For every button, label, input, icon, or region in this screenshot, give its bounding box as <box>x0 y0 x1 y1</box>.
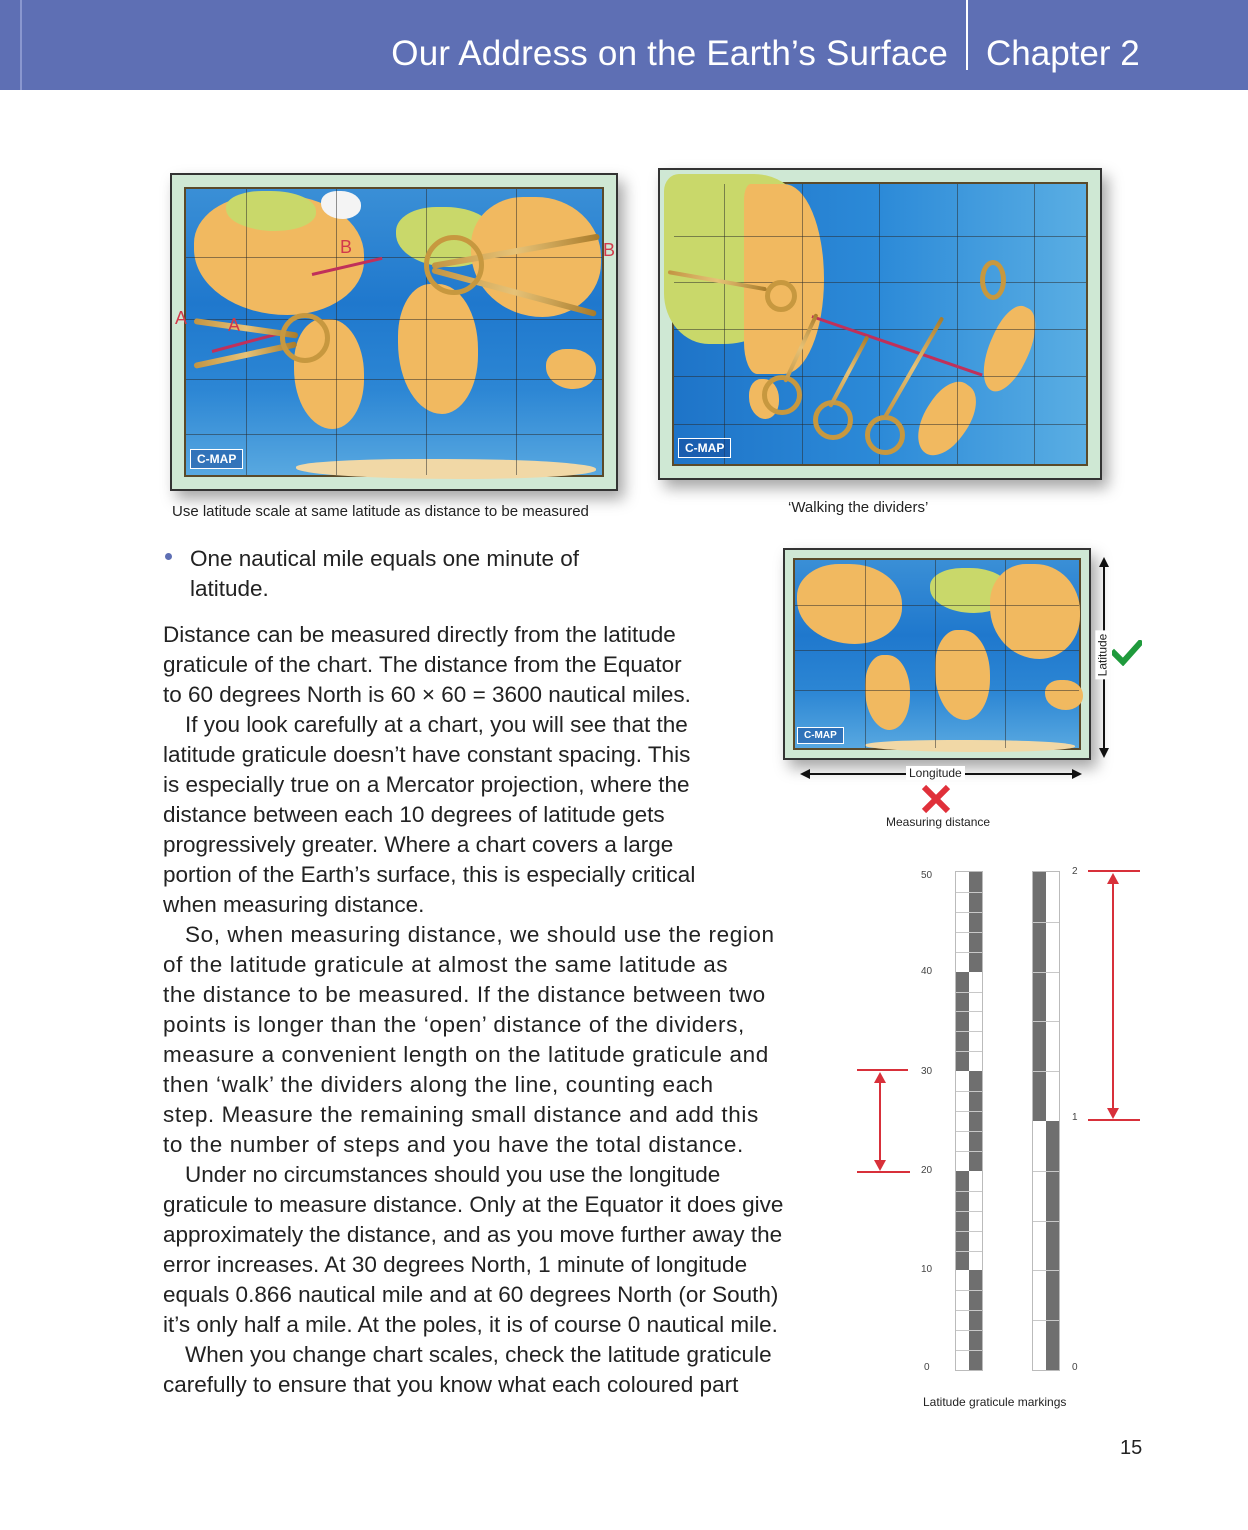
text-line: progressively greater. Where a chart covers a large <box>163 832 674 857</box>
measure-bar-bottom <box>857 1171 910 1173</box>
measure-line <box>879 1082 881 1168</box>
land-north-america <box>797 564 902 644</box>
text-line: measure a convenient length on the latitude graticule and <box>163 1042 769 1067</box>
bullet-text-line: One nautical mile equals one minute of <box>190 546 579 571</box>
walking-dividers-figure <box>658 168 1102 480</box>
divider-handle <box>280 313 330 363</box>
divider-handle <box>765 280 797 312</box>
divider-handle <box>980 260 1006 300</box>
cmap-logo: C-MAP <box>678 438 731 458</box>
header-divider <box>966 0 968 70</box>
latitude-scale-degrees <box>955 871 983 1371</box>
text-line: to the number of steps and you have the total distance. <box>163 1132 744 1157</box>
figure-caption-measuring-distance: Measuring distance <box>886 815 991 829</box>
latitude-label: Latitude <box>1095 631 1109 680</box>
text-line: to 60 degrees North is 60 × 60 = 3600 nautical miles. <box>163 682 691 707</box>
text-line: of the latitude graticule at almost the same latitude as <box>163 952 729 977</box>
tick-label: 30 <box>921 1066 933 1077</box>
text-line: portion of the Earth’s surface, this is especially critical <box>163 862 696 887</box>
text-line: equals 0.866 nautical mile and at 60 degrees North (or South) <box>163 1282 779 1307</box>
text-line: error increases. At 30 degrees North, 1 minute of longitude <box>163 1252 748 1277</box>
text-line: graticule of the chart. The distance from the Equator <box>163 652 682 677</box>
text-line: distance between each 10 degrees of latitude gets <box>163 802 665 827</box>
figure-caption-walking-dividers: ‘Walking the dividers’ <box>788 499 929 516</box>
measure-arrow-down-icon <box>874 1160 886 1171</box>
measuring-distance-figure <box>783 548 1091 760</box>
point-a-margin-label: A <box>175 308 188 328</box>
text-line: it’s only half a mile. At the poles, it is of course 0 nautical mile. <box>163 1312 778 1337</box>
tick-label: 40 <box>921 966 933 977</box>
text-line: the distance to be measured. If the distance between two <box>163 982 766 1007</box>
map-sea <box>793 558 1081 750</box>
tick-label: 20 <box>921 1165 933 1176</box>
latitude-scale-minutes <box>1032 871 1060 1371</box>
longitude-label: Longitude <box>906 766 965 780</box>
land-new-zealand-south <box>905 373 988 464</box>
point-a-line-label: A <box>228 315 241 335</box>
text-line: carefully to ensure that you know what each coloured part <box>163 1372 739 1397</box>
point-b-line-label: B <box>340 237 353 257</box>
page-number: 15 <box>1120 1437 1143 1459</box>
text-line: approximately the distance, and as you move further away the <box>163 1222 783 1247</box>
map-sea <box>184 187 604 477</box>
point-b-margin-label: B <box>603 240 616 260</box>
chapter-label: Chapter 2 <box>986 34 1140 73</box>
text-line: When you change chart scales, check the latitude graticule <box>185 1342 772 1367</box>
text-line: graticule to measure distance. Only at the Equator it does give <box>163 1192 784 1217</box>
world-map-dividers-figure <box>170 173 618 491</box>
land-australia <box>546 349 596 389</box>
figure-caption-latitude-scale: Use latitude scale at same latitude as distance to be measured <box>172 503 589 520</box>
text-line: Distance can be measured directly from the latitude <box>163 622 676 647</box>
land-new-zealand-north <box>972 300 1046 398</box>
text-line: step. Measure the remaining small distance and add this <box>163 1102 759 1127</box>
longitude-arrow-right-icon <box>1072 769 1082 779</box>
figure-caption-graticule: Latitude graticule markings <box>923 1395 1067 1409</box>
text-line: points is longer than the ‘open’ distance of the dividers, <box>163 1012 745 1037</box>
land-africa <box>935 630 990 720</box>
bullet-text-line: latitude. <box>190 576 269 601</box>
cross-icon <box>921 784 951 814</box>
divider-handle <box>762 375 802 415</box>
measure-bar-top <box>857 1069 908 1071</box>
text-line: Under no circumstances should you use the longitude <box>185 1162 721 1187</box>
land-australia-east <box>744 184 824 374</box>
land-africa <box>398 284 478 414</box>
header-edge-line <box>20 0 22 90</box>
land-asia <box>990 564 1080 659</box>
bullet-icon <box>165 553 172 560</box>
measure-bar-top <box>1088 870 1140 872</box>
check-icon <box>1112 640 1142 666</box>
tick-label: 10 <box>921 1264 933 1275</box>
text-line: when measuring distance. <box>163 892 425 917</box>
tick-label: 2 <box>1072 866 1078 877</box>
running-title: Our Address on the Earth’s Surface <box>391 34 948 73</box>
text-line: So, when measuring distance, we should use the region <box>185 922 775 947</box>
page-header <box>0 0 1248 90</box>
land-australia <box>1045 680 1083 710</box>
text-line: then ‘walk’ the dividers along the line, counting each <box>163 1072 714 1097</box>
divider-handle <box>865 415 905 455</box>
cmap-logo: C-MAP <box>797 727 844 744</box>
land-antarctica <box>296 459 596 479</box>
text-line: If you look carefully at a chart, you will see that the <box>185 712 688 737</box>
measure-bar-bottom <box>1088 1119 1140 1121</box>
land-greenland <box>321 191 361 219</box>
divider-handle <box>813 400 853 440</box>
land-south-america <box>865 655 910 730</box>
measure-line <box>1112 883 1114 1115</box>
text-line: is especially true on a Mercator projection, where the <box>163 772 690 797</box>
divider-handle <box>424 235 484 295</box>
latitude-arrow-down-icon <box>1099 748 1109 758</box>
tick-label: 0 <box>1072 1362 1078 1373</box>
land-antarctica <box>865 740 1075 752</box>
tick-label: 1 <box>1072 1112 1078 1123</box>
measure-arrow-down-icon <box>1107 1108 1119 1119</box>
text-line: latitude graticule doesn’t have constant spacing. This <box>163 742 691 767</box>
cmap-logo: C-MAP <box>190 449 243 469</box>
tick-label: 50 <box>921 870 933 881</box>
tick-label: 0 <box>924 1362 930 1373</box>
